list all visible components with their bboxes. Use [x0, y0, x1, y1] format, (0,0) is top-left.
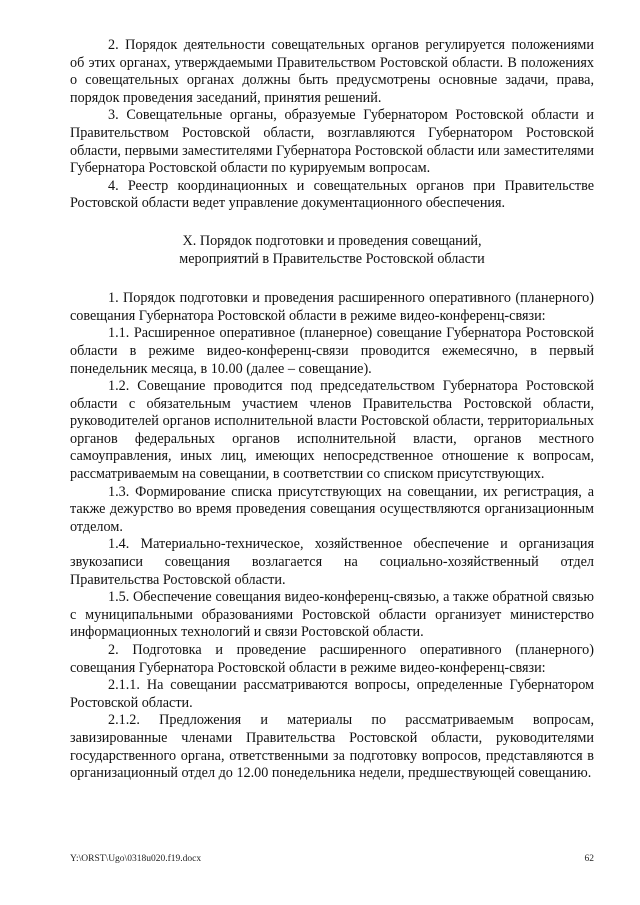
paragraph-x-1-2: 1.2. Совещание проводится под председательством Губернатора Ростовской области с обязательным участием членов Правительства Ростовской области, руководителей органов исполнительной власти Ростовской области, территориальных органов федеральных органов исполнительной власти, органов местного самоуправления, иных лиц, имеющих непосредственное отношение к вопросам, рассматриваемым на совещании, в соответствии со списком присутствующих.: [70, 378, 594, 483]
paragraph-x-2-1-1: 2.1.1. На совещании рассматриваются вопросы, определенные Губернатором Ростовской области.: [70, 677, 594, 711]
paragraph-x-1: 1. Порядок подготовки и проведения расширенного оперативного (планерного) совещания Губернатора Ростовской области в режиме видео-конференц-связи:: [70, 290, 594, 324]
section-heading: [70, 233, 594, 268]
paragraph-x-1-5: 1.5. Обеспечение совещания видео-конференц-связью, а также обратной связью с муниципальными образованиями Ростовской области организует министерство информационных технологий и связи Ростовской области.: [70, 589, 594, 641]
paragraph-x-2: 2. Подготовка и проведение расширенного оперативного (планерного) совещания Губернатора Ростовской области в режиме видео-конференц-связи:: [70, 642, 594, 676]
paragraph-x-2-1-2: 2.1.2. Предложения и материалы по рассматриваемым вопросам, завизированные членами Правительства Ростовской области, руководителями государственного органа, ответственными за подготовку вопросов, представляются в организационный отдел до 12.00 понедельника недели, предшествующей совещанию.: [70, 712, 594, 782]
section-heading-line-1: X. Порядок подготовки и проведения совещаний,: [182, 232, 482, 249]
paragraph-x-1-1: 1.1. Расширенное оперативное (планерное) совещание Губернатора Ростовской области в режиме видео-конференц-связи проводится ежемесячно, в первый понедельник месяца, в 10.00 (далее – совещание).: [70, 325, 594, 377]
paragraph-4: 4. Реестр координационных и совещательных органов при Правительстве Ростовской области ведет управление документационного обеспечения.: [70, 177, 594, 212]
page-number: 62: [584, 854, 594, 864]
paragraph-x-1-4: 1.4. Материально-техническое, хозяйственное обеспечение и организация звукозаписи совещания возлагается на социально-хозяйственный отдел Правительства Ростовской области.: [70, 536, 594, 588]
section-heading-line-2: мероприятий в Правительстве Ростовской области: [179, 250, 485, 267]
paragraph-2: 2. Порядок деятельности совещательных органов регулируется положениями об этих органах, утверждаемыми Правительством Ростовской области. В положениях о совещательных органах должны быть предусмотрены основные задачи, права, порядок проведения заседаний, принятия решений.: [70, 37, 594, 106]
document-body: [70, 37, 594, 783]
footer-file-path: Y:\ORST\Ugo\0318u020.f19.docx: [70, 854, 202, 864]
paragraph-3: 3. Совещательные органы, образуемые Губернатором Ростовской области и Правительством Ростовской области, возглавляются Губернатором Ростовской области, первыми заместителями Губернатора Ростовской области или заместителями Губернатора Ростовской области по курируемым вопросам.: [70, 107, 594, 177]
paragraph-x-1-3: 1.3. Формирование списка присутствующих на совещании, их регистрация, а также дежурство во время проведения совещания осуществляются организационным отделом.: [70, 483, 594, 535]
